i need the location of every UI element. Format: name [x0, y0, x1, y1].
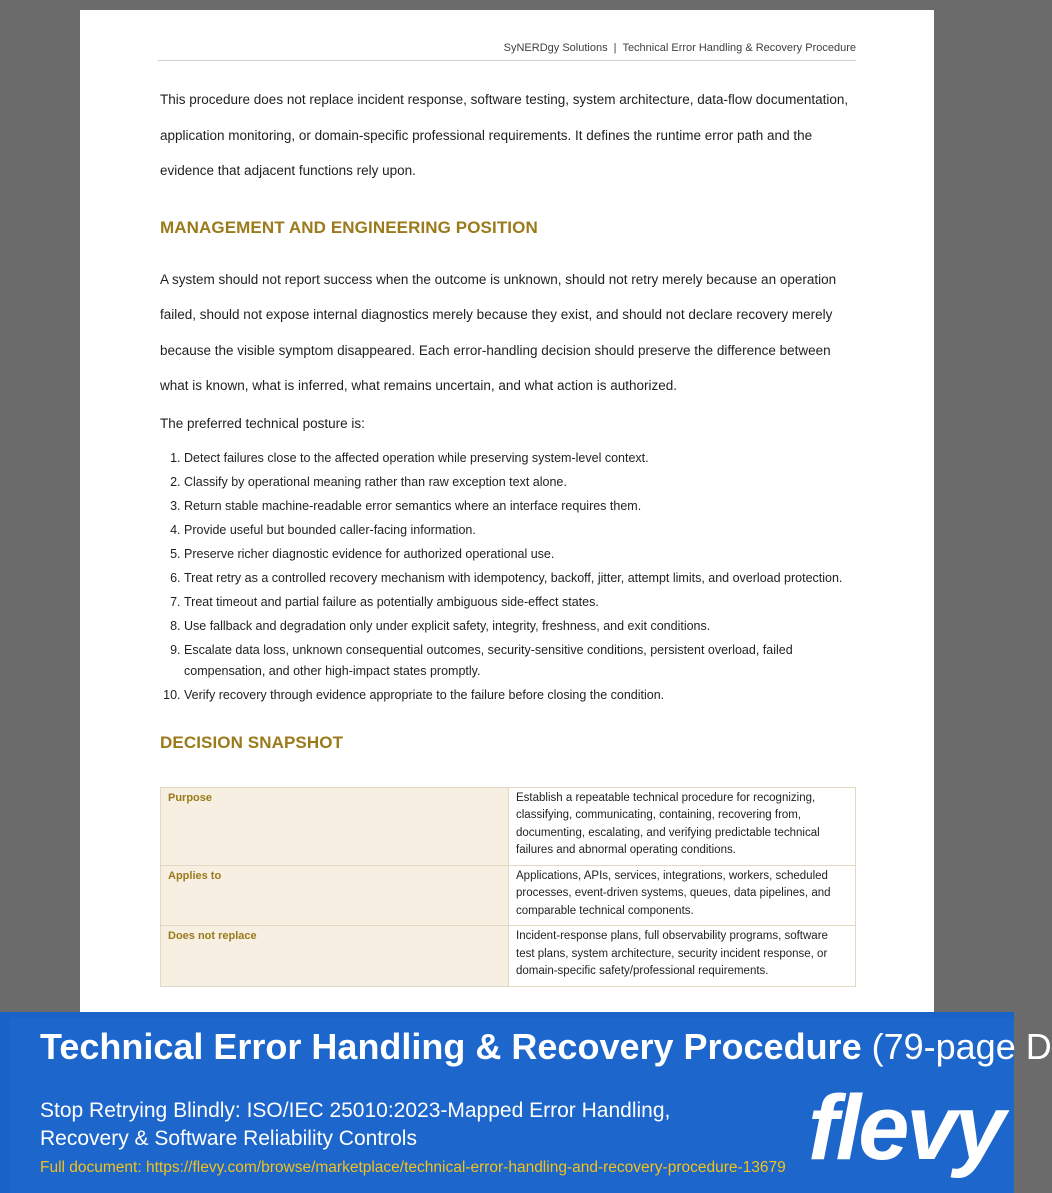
flevy-logo: flevy: [808, 1077, 1003, 1179]
list-item: 1. Detect failures close to the affected operation while preserving system-level context.: [184, 448, 856, 470]
list-item: 3. Return stable machine-readable error semantics where an interface requires them.: [184, 496, 856, 518]
banner-subtitle-line1: Stop Retrying Blindly: ISO/IEC 25010:2023-Mapped Error Handling,: [40, 1099, 671, 1122]
banner-subtitle: [40, 1097, 670, 1153]
header-doc-title: Technical Error Handling & Recovery Procedure: [622, 42, 856, 54]
banner-title: [40, 1026, 1052, 1068]
list-item: 2. Classify by operational meaning rather than raw exception text alone.: [184, 472, 856, 494]
list-item: 4. Provide useful but bounded caller-facing information.: [184, 520, 856, 542]
row-value: Applications, APIs, services, integrations, workers, scheduled processes, event-driven systems, queues, data pipelines, and comparable technical components.: [509, 865, 856, 926]
section-heading-decision-snapshot: DECISION SNAPSHOT: [160, 732, 344, 752]
banner-page-count: (79-page D: [871, 1026, 1052, 1067]
section-heading-management: MANAGEMENT AND ENGINEERING POSITION: [160, 217, 538, 237]
row-label: Does not replace: [161, 926, 509, 987]
position-paragraph: A system should not report success when the outcome is unknown, should not retry merely because an operation failed, should not expose internal diagnostics merely because they exist, and should not declare recovery merely because the visible symptom disappeared. Each error-handling decision should preserve the difference between what is known, what is inferred, what remains uncertain, and what action is authorized.: [160, 271, 837, 393]
row-label: Purpose: [161, 787, 509, 865]
intro-paragraph: This procedure does not replace incident response, software testing, system architecture, data-flow documentation, application monitoring, or domain-specific professional requirements. It defines the runtime error path and the evidence that adjacent functions rely upon.: [160, 92, 849, 178]
table-row: [161, 865, 856, 926]
row-value: Incident-response plans, full observability programs, software test plans, system architecture, security incident response, or domain-specific safety/professional requirements.: [509, 926, 856, 987]
posture-list: [160, 448, 856, 707]
list-item: 5. Preserve richer diagnostic evidence for authorized operational use.: [184, 544, 856, 566]
row-label: Applies to: [161, 865, 509, 926]
banner-subtitle-line2: Recovery & Software Reliability Controls: [40, 1127, 417, 1150]
document-body: [160, 82, 856, 987]
table-row: [161, 926, 856, 987]
list-item: 10. Verify recovery through evidence appropriate to the failure before closing the condition.: [184, 685, 856, 707]
list-item: 7. Treat timeout and partial failure as potentially ambiguous side-effect states.: [184, 592, 856, 614]
list-item: 9. Escalate data loss, unknown consequential outcomes, security-sensitive conditions, persistent overload, failed compensation, and other high-impact states promptly.: [184, 640, 856, 683]
list-item: 6. Treat retry as a controlled recovery mechanism with idempotency, backoff, jitter, attempt limits, and overload protection.: [184, 568, 856, 590]
list-item: 8. Use fallback and degradation only under explicit safety, integrity, freshness, and exit conditions.: [184, 616, 856, 638]
table-row: [161, 787, 856, 865]
document-page: [80, 10, 934, 1020]
list-intro: The preferred technical posture is:: [160, 415, 365, 431]
row-value: Establish a repeatable technical procedure for recognizing, classifying, communicating, containing, recovering from, documenting, escalating, and verifying predictable technical failures and abnormal operating conditions.: [509, 787, 856, 865]
decision-snapshot-table: [160, 787, 856, 987]
banner-title-text: Technical Error Handling & Recovery Procedure: [40, 1026, 862, 1067]
header-company: SyNERDgy Solutions: [503, 42, 608, 54]
running-header: [158, 42, 856, 61]
full-document-link[interactable]: Full document: https://flevy.com/browse/marketplace/technical-error-handling-and-recovery-procedure-13679: [40, 1159, 786, 1176]
header-separator: |: [613, 42, 617, 54]
